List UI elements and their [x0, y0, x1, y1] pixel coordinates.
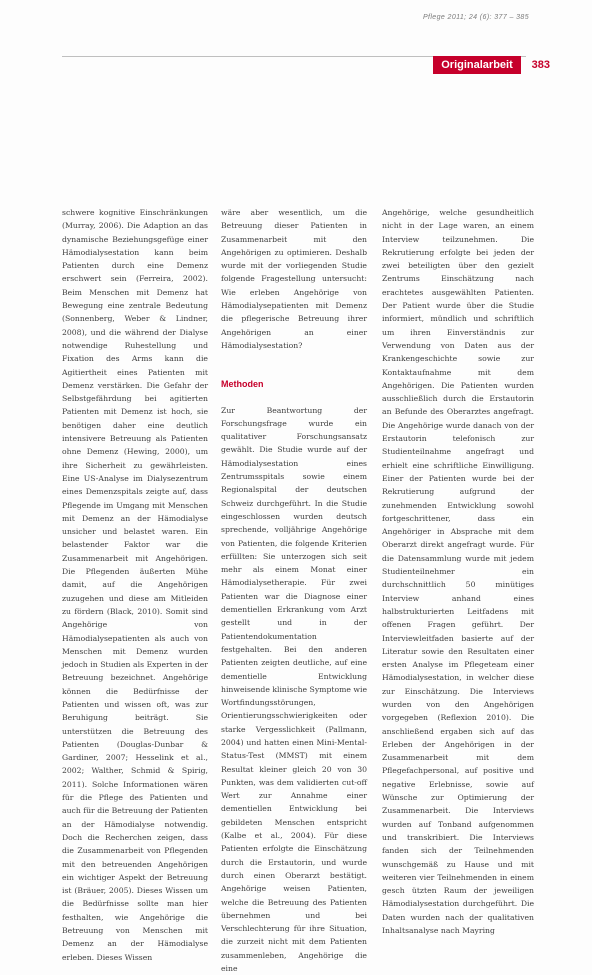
text-column-2	[221, 206, 367, 974]
text-column-1	[62, 206, 208, 962]
column-2-intro-text: wäre aber wesentlich, um die Betreuung dieser Patienten in Zusammenarbeit mit den Angehörigen zu optimieren. Deshalb wurde mit der vorliegenden Studie folgende Fragestellung untersucht: Wie erleben Angehörige von Hämodialysepatienten mit Demenz die pflegerische Betreuung ihrer Angehörigen an einer Hämodialysestation?	[221, 208, 367, 350]
header-rule	[62, 56, 406, 57]
page-number: 383	[531, 59, 550, 71]
column-2-methods-text: Zur Beantwortung der Forschungsfrage wurde ein qualitativer Forschungsansatz gewählt. Die Studie wurde auf der Hämodialysestation eines Zentrumsspitals sowie einem Regionalspital der deutschen Schweiz durchgeführt. In die Studie eingeschlossen wurden deutsch sprechende, volljährige Angehörige von Patienten, die folgende Kriterien erfüllten: Sie unterzogen sich seit mehr als einem Monat einer Hämodialysetherapie. Für zwei Patienten war die Diagnose einer dementiellen Erkrankung vom Arzt gestellt und in der Patientendokumentation festgehalten. Bei den anderen Patienten zeigten deutliche, auf eine dementielle Entwicklung hinweisende klinische Symptome wie Wortfindungsstörungen, Orientierungsschwierigkeiten oder starke Vergesslichkeit (Pallmann, 2004) und hatten einen Mini-Mental-Status-Test (MMST) mit einem Resultat kleiner gleich 20 von 30 Punkten, was dem validierten cut-off Wert zur Annahme einer dementiellen Entwicklung bei gebildeten Menschen entspricht (Kalbe et al., 2004). Für diese Patienten erfolgte die Einschätzung durch die Erstautorin, und wurde durch einen Oberarzt bestätigt. Angehörige weisen Patienten, welche die Betreuung des Patienten übernehmen und bei Verschlechterung für ihre Situation, die zurzeit nicht mit dem Patienten zusammenleben, Angehörige die eine	[221, 405, 367, 974]
methods-heading: Methoden	[221, 379, 264, 390]
journal-reference: Pflege 2011; 24 (6): 377 – 385	[422, 14, 529, 21]
column-1-text: schwere kognitive Einschränkungen (Murray, 2006). Die Adaption an das dynamische Beziehungsgefüge einer Hämodialysestation kann beim Patienten durch eine Demenz erschwert sein (Ferreira, 2002). Beim Menschen mit Demenz hat Bewegung eine zentrale Bedeutung (Sonnenberg, Weber & Lindner, 2008), und die während der Dialyse notwendige Ruhestellung und Fixation des Arms kann die Agitiertheit eines Patienten mit Demenz verstärken. Die Gefahr der Selbstgefährdung bei agitierten Patienten mit Demenz ist hoch, sie benötigen daher eine deutlich intensivere Betreuung als Patienten ohne Demenz (Hewing, 2000), um ihre Sicherheit zu gewährleisten. Eine US-Analyse im Dialysezentrum eines Demenzspitals zeigte auf, dass Pflegende im Umgang mit Menschen mit Demenz an der Hämodialyse unsicher und belastet waren. Ein belastender Faktor war die Zusammenarbeit mit Angehörigen. Die Pflegenden äußerten Mühe damit, auf die Angehörigen zuzugehen und diese am Mitleiden zu fördern (Black, 2010). Somit sind Angehörige von Hämodialysepatienten als auch von Menschen mit Demenz wurden jedoch in Studien als Experten in der Betreuung bezeichnet. Angehörige können die Bedürfnisse der Patienten und wissen oft, was zur Beruhigung beiträgt. Sie unterstützen die Betreuung des Patienten (Douglas-Dunbar & Gardiner, 2007; Hesselink et al., 2002; Walther, Schmid & Spirig, 2011). Solche Informationen wären für die Pflege des Patienten und auch für die Betreuung der Patienten an der Hämodialyse notwendig. Doch die Recherchen zeigen, dass die Zusammenarbeit von Pflegenden mit den betreuenden Angehörigen ein wichtiger Aspekt der Betreuung ist (Bräuer, 2005). Dieses Wissen um die Bedürfnisse sollte man hier festhalten, wie Angehörige die Betreuung von Menschen mit Demenz an der Hämodialyse erleben. Dieses Wissen	[62, 208, 208, 962]
column-3-text: Angehörige, welche gesundheitlich nicht in der Lage waren, an einem Interview teilzunehmen. Die Rekrutierung erfolgte bei jeden der zwei beteiligten über den gezielt Zentrums Einschätzung nach erachtetes ausgewählten Patienten. Der Patient wurde über die Studie informiert, mündlich und schriftlich um ihren Einverständnis zur Verwendung von Daten aus der Krankengeschichte sowie zur Kontaktaufnahme mit dem Angehörigen. Die Patienten wurden ausschließlich durch die Erstautorin an Befunde des Oberarztes angefragt. Die Angehörige wurde danach von der Erstautorin telefonisch zur Studienteilnahme angefragt und erhielt eine schriftliche Einwilligung. Einer der Patienten wurde bei der Rekrutierung aufgrund der zunehmenden Entwicklung sowohl fortgeschrittener, dass ein Angehöriger in Absprache mit dem Oberarzt direkt angefragt wurde. Für die Datensammlung wurde mit jedem Studienteilnehmer ein durchschnittlich 50 minütiges Interview anhand eines halbstrukturierten Leitfadens mit offenen Fragen geführt. Der Interviewleitfaden basierte auf der Literatur sowie den Resultaten einer ersten Analyse im Pflegeteam einer Hämodialysestation, in welcher diese zur Einschätzung. Die Interviews wurden von den Angehörigen vorgegeben (Reflexion 2010). Die anschließend ergaben sich auf das Erleben der Angehörigen in der Zusammenarbeit mit dem Pflegefachpersonal, auf positive und negative Erlebnisse, sowie auf Wünsche zur Optimierung der Zusammenarbeit. Die Interviews wurden auf Tonband aufgenommen und transkribiert. Die Interviews fanden sich der Teilnehmenden wunschgemäß zu Hause und mit weiteren vier Teilnehmenden in einem gesch ützten Raum der jeweiligen Hämodialysestation durchgeführt. Die Daten wurden nach der qualitativen Inhaltsanalyse nach Mayring	[382, 208, 534, 936]
text-column-3	[382, 206, 534, 936]
section-badge: Originalarbeit	[433, 56, 521, 74]
